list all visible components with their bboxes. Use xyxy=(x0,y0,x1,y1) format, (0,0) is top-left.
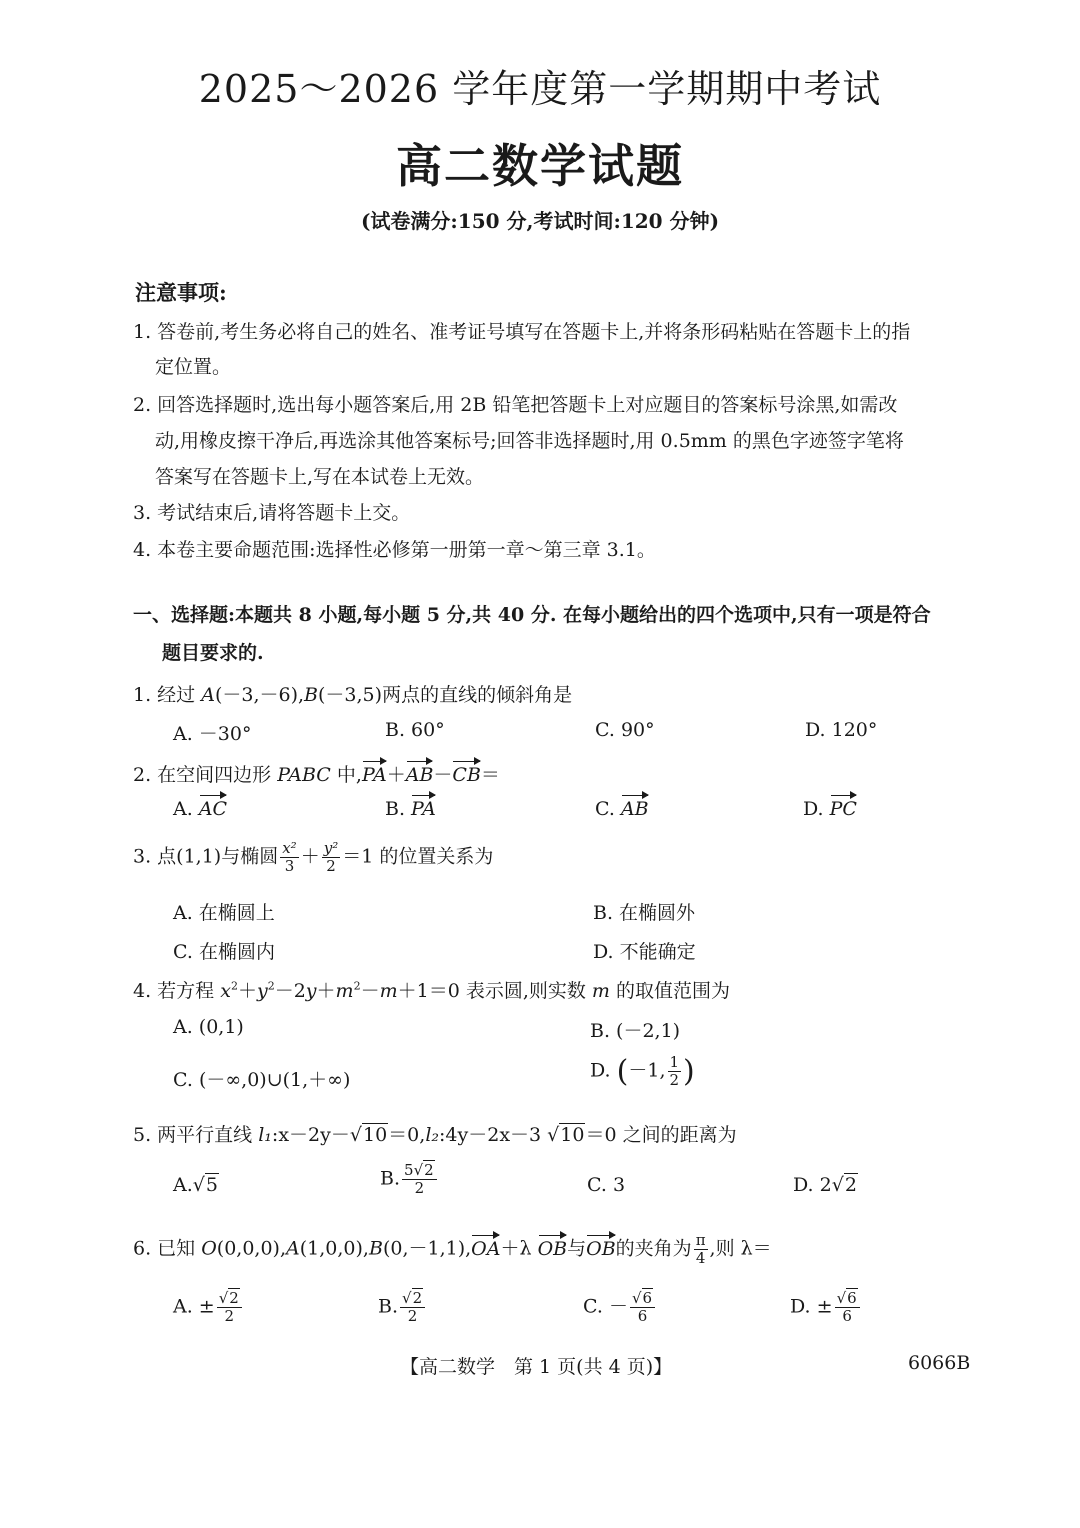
q4-op-1: ＋ xyxy=(237,980,257,1002)
q2-vector-ab: AB xyxy=(405,764,434,786)
q1-stem-end: 两点的直线的倾斜角是 xyxy=(382,684,573,706)
q6-option-c-den: 6 xyxy=(637,1307,648,1325)
q2-eq: ＝ xyxy=(480,764,500,786)
question-3-stem xyxy=(133,840,493,875)
question-4-stem: 4. 若方程 $x^2+y^2-2y+m^2-m+1=0$ 表示圆,则实数 m 的取值范围为 xyxy=(133,979,730,1002)
question-5-stem: 5. 两平行直线 l₁:x－2y－√10＝0,l₂:4y－2x－3 √10＝0 之间的距离为 xyxy=(133,1124,737,1146)
q6-pi: π xyxy=(695,1231,706,1249)
q4-op-3: ＋ xyxy=(316,980,336,1002)
q4-option-d-num: 1 xyxy=(669,1053,680,1071)
q5-prefix: 5. 两平行直线 xyxy=(133,1124,259,1146)
q1-prefix: 1. 经过 xyxy=(133,684,202,706)
note-2-line-2: 动,用橡皮擦干净后,再选涂其他答案标号;回答非选择题时,用 0.5mm 的黑色字迹签字笔将 xyxy=(155,430,904,452)
q6-option-c-rad: 6 xyxy=(642,1289,653,1307)
q6-option-a-fraction: $\frac{√2}{2}$ xyxy=(217,1290,242,1325)
q6-angle-fraction xyxy=(694,1232,708,1267)
q5-option-d-label: D. 2 xyxy=(793,1174,832,1196)
q2-option-d-label: D. xyxy=(803,798,830,820)
q6-vector-ob: OB xyxy=(537,1237,568,1260)
q4-option-d-den: 2 xyxy=(669,1071,680,1089)
section-1-line-2: 题目要求的. xyxy=(162,642,264,664)
q1-option-d: D. 120° xyxy=(805,719,878,741)
q3-option-b: B. 在椭圆外 xyxy=(593,902,696,924)
q6-vector-ob-2: OB xyxy=(586,1237,616,1260)
q2-option-a-label: A. xyxy=(173,798,199,820)
q5-option-b xyxy=(380,1162,439,1197)
q5-stem-end: ＝0 之间的距离为 xyxy=(585,1124,737,1146)
q5-l2: l₂ xyxy=(425,1124,440,1146)
q3-den-3: 3 xyxy=(284,857,295,875)
q6-option-d-label: D. ± xyxy=(790,1295,833,1318)
q4-option-d-label: D. xyxy=(590,1059,617,1082)
q3-fraction-y xyxy=(322,840,341,875)
q3-y2: y² xyxy=(323,839,339,857)
note-4: 4. 本卷主要命题范围:选择性必修第一册第一章～第三章 3.1。 xyxy=(133,539,656,561)
q1-point-b-coord: (－3,5) xyxy=(318,684,383,706)
exam-title: 2025～2026 学年度第一学期期中考试 xyxy=(198,67,882,111)
q1-point-a-coord: (－3,－6), xyxy=(214,684,305,706)
q6-option-b-den: 2 xyxy=(407,1307,418,1325)
q6-option-b-fraction: $\frac{√2}{2}$ xyxy=(400,1290,425,1325)
q5-option-d-rad: 2 xyxy=(844,1174,857,1196)
q3-fraction-x xyxy=(280,840,298,875)
q5-root-10-b: 10 xyxy=(560,1124,585,1146)
q2-option-c-label: C. xyxy=(595,798,621,820)
q5-option-d: D. 2√2 xyxy=(793,1174,857,1196)
question-6-stem xyxy=(133,1232,772,1267)
q4-x: x xyxy=(220,980,231,1002)
q2-option-d-vector: PC xyxy=(829,798,857,820)
q6-a: A xyxy=(286,1237,300,1260)
q6-option-b-rad: 2 xyxy=(412,1289,423,1307)
q4-prefix: 4. 若方程 xyxy=(133,980,221,1002)
note-2-line-3: 答案写在答题卡上,写在本试卷上无效。 xyxy=(155,466,485,488)
q4-option-d: D. (－1, $\frac{1}{2}$ ) xyxy=(590,1053,695,1089)
q1-option-c: C. 90° xyxy=(595,719,655,741)
q2-mid: 中, xyxy=(330,764,362,786)
q5-option-c: C. 3 xyxy=(587,1174,626,1196)
q6-option-d xyxy=(790,1290,862,1325)
q3-prefix: 3. 点(1,1)与椭圆 xyxy=(133,845,279,868)
q2-option-d xyxy=(803,798,857,820)
q6-option-a-rad: 2 xyxy=(229,1289,239,1307)
q5-root-10-a: 10 xyxy=(362,1124,388,1146)
q2-option-b xyxy=(385,798,436,820)
q3-option-c: C. 在椭圆内 xyxy=(173,941,275,963)
q2-option-b-vector: PA xyxy=(411,798,436,820)
note-1-line-1: 1. 答卷前,考生务必将自己的姓名、准考证号填写在答题卡上,并将条形码粘贴在答题卡上的指 xyxy=(133,321,911,343)
q2-prefix: 2. 在空间四边形 xyxy=(133,764,278,786)
q1-option-b: B. 60° xyxy=(385,719,445,741)
q6-a-coord: (1,0,0), xyxy=(299,1237,369,1260)
q2-shape: PABC xyxy=(277,764,331,786)
q6-option-d-rad: 6 xyxy=(847,1289,857,1307)
q3-x2: x² xyxy=(282,839,297,857)
q4-y: y xyxy=(256,980,268,1002)
q3-den-2: 2 xyxy=(326,857,336,875)
q6-with: 与 xyxy=(567,1237,587,1260)
q6-plus-lambda: ＋λ xyxy=(500,1237,538,1260)
q4-option-a: A. (0,1) xyxy=(173,1016,244,1038)
note-2-line-1: 2. 回答选择题时,选出每小题答案后,用 2B 铅笔把答题卡上对应题目的答案标号涂黑,如需改 xyxy=(133,394,898,416)
q4-op-2: －2 xyxy=(274,980,306,1002)
q3-option-d: D. 不能确定 xyxy=(593,941,696,963)
q4-op-5: ＋1＝0 xyxy=(397,980,460,1002)
q6-option-c xyxy=(583,1290,657,1325)
note-1-line-2: 定位置。 xyxy=(155,356,232,378)
q2-option-c-vector: AB xyxy=(620,798,649,820)
q5-option-b-fraction: $\frac{5√2}{2}$ xyxy=(402,1162,437,1197)
q4-mid: 表示圆,则实数 xyxy=(459,980,592,1002)
q5-mid: ＝0, xyxy=(388,1124,426,1146)
q6-option-b xyxy=(378,1290,427,1325)
q4-stem-end: 的取值范围为 xyxy=(609,980,730,1002)
q6-vector-oa: OA xyxy=(471,1237,501,1260)
q1-option-a: A. －30° xyxy=(173,723,252,745)
q2-minus: － xyxy=(433,764,453,786)
q2-option-b-label: B. xyxy=(385,798,412,820)
q2-option-c xyxy=(595,798,649,820)
q6-option-b-label: B. xyxy=(378,1295,399,1318)
notes-heading: 注意事项: xyxy=(135,280,227,305)
paper-title: 高二数学试题 xyxy=(396,139,684,193)
q5-l1: l₁ xyxy=(258,1124,272,1146)
q4-option-c: C. (－∞,0)∪(1,＋∞) xyxy=(173,1069,351,1091)
q6-stem-end: ,则 λ＝ xyxy=(709,1237,772,1260)
q2-option-a xyxy=(173,798,227,820)
q4-op-4: － xyxy=(360,980,380,1002)
section-1-line-1: 一、选择题:本题共 8 小题,每小题 5 分,共 40 分. 在每小题给出的四个选项中,只有一项是符合 xyxy=(133,604,931,626)
q5-l2-eq: :4y－2x－3 xyxy=(439,1124,548,1146)
q6-four: 4 xyxy=(695,1249,706,1267)
question-1-stem xyxy=(133,680,572,707)
paper-code: 6066B xyxy=(908,1352,971,1374)
q4-option-d-left: －1, xyxy=(628,1059,666,1082)
q5-option-b-coef: 5 xyxy=(404,1161,414,1179)
q6-b: B xyxy=(368,1237,383,1260)
page-footer: 【高二数学 第 1 页(共 4 页)】 xyxy=(400,1356,673,1378)
q6-o: O xyxy=(201,1237,217,1260)
q4-option-d-fraction xyxy=(668,1054,682,1089)
q6-option-c-label: C. － xyxy=(583,1295,628,1318)
q5-option-a-rad: 5 xyxy=(205,1174,218,1196)
q1-point-a: A xyxy=(201,684,215,706)
q5-option-b-den: 2 xyxy=(414,1179,425,1197)
q6-b-coord: (0,－1,1), xyxy=(382,1237,472,1260)
q3-plus: ＋ xyxy=(300,845,320,868)
question-2-stem xyxy=(133,760,500,787)
q6-option-c-fraction: $\frac{√6}{6}$ xyxy=(630,1290,655,1325)
q6-prefix: 6. 已知 xyxy=(133,1237,202,1260)
q2-vector-cb: CB xyxy=(452,764,481,786)
q5-option-b-rad: 2 xyxy=(424,1161,434,1179)
q4-var-m: m xyxy=(591,980,610,1002)
q4-m-linear: m xyxy=(379,980,398,1002)
q2-plus: ＋ xyxy=(386,764,406,786)
q3-stem-end: ＝1 的位置关系为 xyxy=(342,845,494,868)
q6-option-a xyxy=(173,1290,244,1325)
q6-o-coord: (0,0,0), xyxy=(216,1237,287,1260)
q5-option-a-label: A. xyxy=(173,1174,193,1196)
q6-angle-text: 的夹角为 xyxy=(615,1237,692,1260)
q4-m: m xyxy=(335,980,354,1002)
note-3: 3. 考试结束后,请将答题卡上交。 xyxy=(133,502,411,524)
q4-option-b: B. (－2,1) xyxy=(590,1020,681,1042)
q6-option-a-label: A. ± xyxy=(173,1295,215,1318)
q1-point-b: B xyxy=(304,684,319,706)
q5-option-a: A.√5 xyxy=(173,1174,218,1196)
exam-info: (试卷满分:150 分,考试时间:120 分钟) xyxy=(360,209,720,233)
q5-option-b-label: B. xyxy=(380,1167,401,1190)
q3-option-a: A. 在椭圆上 xyxy=(173,902,275,924)
q5-l1-eq: :x－2y－ xyxy=(271,1124,350,1146)
q2-vector-pa: PA xyxy=(361,764,387,786)
q6-option-d-fraction: $\frac{√6}{6}$ xyxy=(835,1290,860,1325)
q2-option-a-vector: AC xyxy=(198,798,228,820)
q6-option-a-den: 2 xyxy=(224,1307,235,1325)
q4-y-linear: y xyxy=(305,980,317,1002)
q6-option-d-den: 6 xyxy=(842,1307,852,1325)
